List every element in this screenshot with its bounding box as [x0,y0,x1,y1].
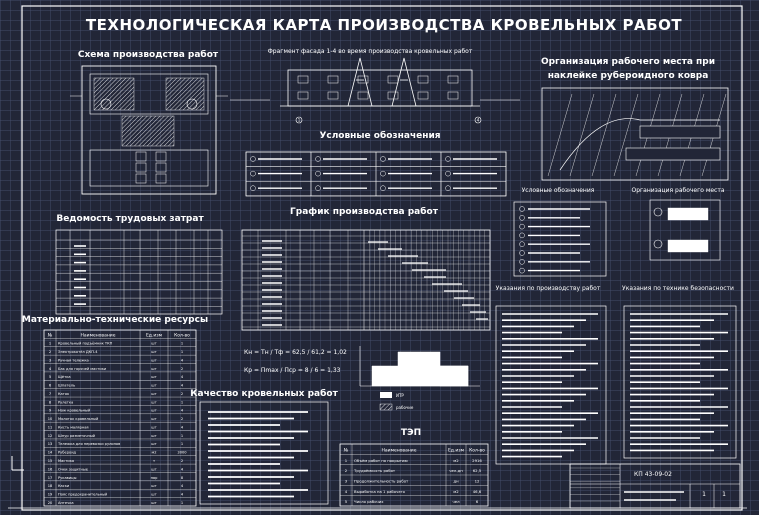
resource-cell-name-8: Нож кровельный [58,408,91,413]
tep-cell-name-3: Выработка на 1 рабочего [354,488,405,494]
resource-cell-n-17: 18 [47,484,53,489]
resource-cell-name-18: Пояс предохранительный [58,492,108,497]
scheme-crane-zone [122,116,174,146]
legend-symbol-1-3 [446,171,451,176]
resource-cell-unit-7: шт [151,400,157,405]
resource-cell-name-7: Рулетка [58,400,74,405]
resource-cell-n-16: 17 [47,475,53,480]
resource-cell-n-7: 8 [48,400,52,405]
scheme-box-r2 [156,174,166,183]
resource-cell-n-10: 11 [47,425,53,430]
tep-cell-qty-1: 62,5 [472,468,482,474]
resource-cell-n-9: 10 [47,417,53,422]
resource-cell-qty-18: 4 [180,492,184,497]
resource-cell-name-11: Шнур разметочный [58,433,95,438]
resource-cell-n-6: 7 [48,391,52,396]
resource-cell-qty-10: 4 [180,425,184,430]
resource-cell-name-4: Щётка [58,375,71,380]
facade-window-bot-2 [358,92,368,99]
schedule-table [242,230,490,330]
legend-small-symbol-7 [520,268,525,273]
org-small-block-b [668,240,708,252]
resource-cell-qty-5: 4 [180,383,184,388]
workplace-heading-1: Организация рабочего места при [540,57,716,67]
facade-window-bot-5 [448,92,458,99]
resource-cell-n-15: 16 [47,467,53,472]
legend-symbol-1-2 [381,171,386,176]
workplace-roll-line-1 [570,94,594,176]
legend-symbol-2-1 [316,186,321,191]
workplace-roll-b [626,148,720,160]
workplace-roll-line-2 [592,94,616,176]
legend-small-symbol-4 [520,242,525,247]
resource-cell-name-17: Каски [58,484,70,489]
chart-legend-swatch-b [380,404,392,410]
scheme-heading: Схема производства работ [77,50,219,60]
resource-cell-unit-15: шт [151,467,157,472]
resource-cell-n-14: 15 [47,459,53,463]
wages-table [56,230,222,314]
org-small-marker-b [654,240,662,248]
resource-cell-unit-19: шт [151,500,157,505]
tep-cell-unit-4: чел [452,499,460,505]
tep-cell-qty-4: 6 [475,499,479,505]
resource-cell-name-5: Шпатель [58,383,76,388]
legend-symbol-1-1 [316,171,321,176]
resource-cell-qty-0: 1 [180,341,184,346]
resource-cell-name-16: Рукавицы [58,475,77,480]
resource-cell-n-0: 1 [48,341,52,346]
tep-cell-name-4: Число рабочих [354,499,384,505]
facade-window-top-2 [358,76,368,83]
resource-cell-name-1: Электрокотёл ДКП-4 [58,350,98,355]
resource-cell-qty-14: 2 [180,459,184,463]
resource-cell-unit-13: м2 [151,450,157,455]
tep-header-0: № [343,448,349,454]
legend-small-symbol-2 [520,224,525,229]
scheme-hatch-left [94,78,134,110]
works-block [496,306,606,464]
legend-symbol-2-2 [381,186,386,191]
legend-symbol-2-3 [446,186,451,191]
resource-cell-name-0: Кровельный подъёмник ТКП [58,341,113,346]
scheme-lower-zone [90,150,208,186]
safety-heading: Указания по технике безопасности [622,285,734,292]
tep-cell-unit-3: м2 [453,488,459,494]
tep-cell-unit-0: м2 [453,457,459,463]
resource-cell-n-13: 14 [47,450,53,455]
resource-cell-unit-17: шт [151,484,157,489]
resource-cell-qty-17: 4 [180,484,184,489]
formula-2: Кр = Пmax / Пср = 8 / 6 = 1,33 [244,367,341,374]
legend-small-symbol-3 [520,233,525,238]
legend-small-symbol-1 [520,215,525,220]
resource-cell-qty-2: 4 [180,358,184,363]
quality-block [200,402,328,504]
legend-symbol-0-2 [381,157,386,162]
scheme-box-1 [136,163,146,172]
tep-cell-n-3: 4 [344,488,348,494]
resource-cell-unit-8: шт [151,408,157,413]
resource-header-1: Наименование [80,333,116,339]
stamp-sheet: 1 [702,491,706,498]
facade-heading: Фрагмент фасада 1-4 во время производства кровельных работ [267,48,473,55]
resource-cell-qty-19: 1 [180,500,184,505]
resource-cell-n-3: 4 [48,366,52,371]
legend-small-symbol-0 [520,207,525,212]
facade-window-bot-3 [388,92,398,99]
resource-cell-unit-1: шт [151,350,157,355]
resource-cell-name-9: Молоток кровельный [58,417,99,422]
facade-window-top-0 [298,76,308,83]
facade-window-bot-1 [328,92,338,99]
scheme-hatch-right [166,78,204,110]
facade-window-top-4 [418,76,428,83]
resource-cell-qty-3: 2 [180,366,184,371]
resource-cell-n-18: 19 [47,492,53,497]
formula-1: Кн = Тн / Тф = 62,5 / 61,2 = 1,02 [244,349,347,356]
resource-cell-qty-8: 4 [180,408,184,413]
tep-cell-name-0: Объём работ по покрытию [354,457,408,463]
legend-small-symbol-5 [520,251,525,256]
resource-cell-unit-11: шт [151,433,157,438]
facade-window-top-1 [328,76,338,83]
resource-cell-n-2: 3 [48,358,52,363]
chart-legend-b: рабочие [396,405,414,410]
tep-cell-unit-2: дн [453,478,459,484]
resource-cell-name-19: Аптечка [58,500,74,505]
resource-cell-qty-11: 1 [180,433,184,438]
resource-cell-unit-18: шт [151,492,157,497]
legend-symbol-0-1 [316,157,321,162]
works-heading: Указания по производству работ [495,285,601,292]
tep-cell-qty-2: 12 [474,478,480,484]
resource-cell-unit-9: шт [151,417,157,422]
resource-cell-unit-14: т [152,459,156,463]
resource-cell-qty-9: 2 [180,417,184,422]
resource-cell-n-1: 2 [48,350,52,355]
scheme-box-0 [136,152,146,161]
wages-heading: Ведомость трудовых затрат [56,214,204,224]
resource-cell-n-12: 13 [47,442,53,447]
tep-cell-unit-1: чел-дн [449,468,463,474]
legend-symbol-1-0 [251,171,256,176]
stamp-code: КП 43-09-02 [634,471,672,478]
histogram-workers [440,366,468,386]
legend-small-heading: Условные обозначения [521,187,595,194]
chart-legend-swatch-a [380,392,392,398]
tep-cell-name-1: Трудоёмкость работ [354,468,396,474]
resources-heading: Материально-технические ресурсы [21,315,209,325]
resource-cell-unit-5: шт [151,383,157,388]
resource-cell-unit-4: шт [151,375,157,380]
facade-window-bot-0 [298,92,308,99]
scheme-box-r1 [156,163,166,172]
workplace-roll-a [640,126,720,138]
tep-cell-n-2: 3 [344,478,348,484]
legend-small-symbol-6 [520,259,525,264]
resource-cell-n-5: 6 [48,383,52,388]
resource-header-0: № [47,333,53,339]
tep-heading: ТЭП [400,428,422,438]
sheet-title: ТЕХНОЛОГИЧЕСКАЯ КАРТА ПРОИЗВОДСТВА КРОВЕЛЬНЫХ РАБОТ [85,16,683,34]
legend-small-table [514,202,606,276]
resource-header-3: Кол-во [174,333,190,339]
resource-cell-n-19: 20 [47,500,53,505]
tep-header-3: Кол-во [469,448,485,454]
resource-cell-unit-6: шт [151,391,157,396]
resource-cell-name-10: Кисть малярная [58,425,89,430]
tep-cell-n-0: 1 [344,457,348,463]
facade-wall [288,70,472,106]
workplace-roll-line-0 [548,94,572,176]
resource-cell-qty-12: 1 [180,442,184,447]
legend-symbol-2-0 [251,186,256,191]
facade-axis-4: 4 [476,117,480,123]
resource-cell-qty-15: 4 [180,467,184,472]
resource-cell-name-13: Рубероид [58,450,77,455]
resource-cell-name-14: Мастика [58,459,75,463]
resource-cell-name-6: Каток [58,391,70,396]
resource-cell-qty-4: 4 [180,375,184,380]
org-small-marker-a [654,208,662,216]
tep-cell-qty-0: 2916 [472,457,482,463]
chart-legend-a: ИТР [396,393,404,398]
resource-cell-name-2: Ручная тележка [58,358,89,363]
tep-cell-name-2: Продолжительность работ [354,478,409,484]
resource-header-2: Ед.изм [145,333,163,339]
resource-cell-qty-13: 3000 [177,450,187,455]
org-small-heading: Организация рабочего места [631,187,725,194]
tep-header-1: Наименование [381,448,417,454]
facade-axis-1: 1 [297,117,301,123]
resource-cell-unit-0: шт [151,341,157,346]
resource-cell-qty-16: 8 [180,475,184,480]
resource-cell-unit-10: шт [151,425,157,430]
tep-cell-n-4: 5 [344,499,348,505]
resource-cell-unit-3: шт [151,366,157,371]
resource-cell-name-15: Очки защитные [58,467,88,472]
stamp-sheets: 1 [722,491,726,498]
resource-cell-n-11: 12 [47,433,53,438]
tep-cell-qty-3: 46,6 [472,488,482,494]
facade-window-top-5 [448,76,458,83]
resource-cell-qty-6: 2 [180,391,184,396]
legend-heading: Условные обозначения [319,131,441,141]
legend-symbol-0-0 [251,157,256,162]
resource-cell-unit-2: шт [151,358,157,363]
resource-cell-qty-1: 1 [180,350,184,355]
scheme-box-r0 [156,152,166,161]
resource-cell-unit-12: шт [151,442,157,447]
scheme-box-2 [136,174,146,183]
resource-cell-name-12: Тележка для перевозки рулонов [58,442,121,447]
schedule-heading: График производства работ [290,207,438,217]
resource-cell-n-4: 5 [48,375,52,380]
legend-symbol-0-3 [446,157,451,162]
org-small-block-a [668,208,708,220]
quality-heading: Качество кровельных работ [190,389,338,399]
workplace-heading-2: наклейке рубероидного ковра [547,71,709,81]
facade-window-top-3 [388,76,398,83]
resource-cell-name-3: Бак для горячей мастики [58,366,107,371]
resource-cell-n-8: 9 [48,408,52,413]
resource-cell-qty-7: 1 [180,400,184,405]
tep-header-2: Ед.изм [447,448,465,454]
resource-cell-unit-16: пар [150,475,158,480]
tep-cell-n-1: 2 [344,468,348,474]
workplace-roll-line-3 [614,94,638,176]
facade-window-bot-4 [418,92,428,99]
